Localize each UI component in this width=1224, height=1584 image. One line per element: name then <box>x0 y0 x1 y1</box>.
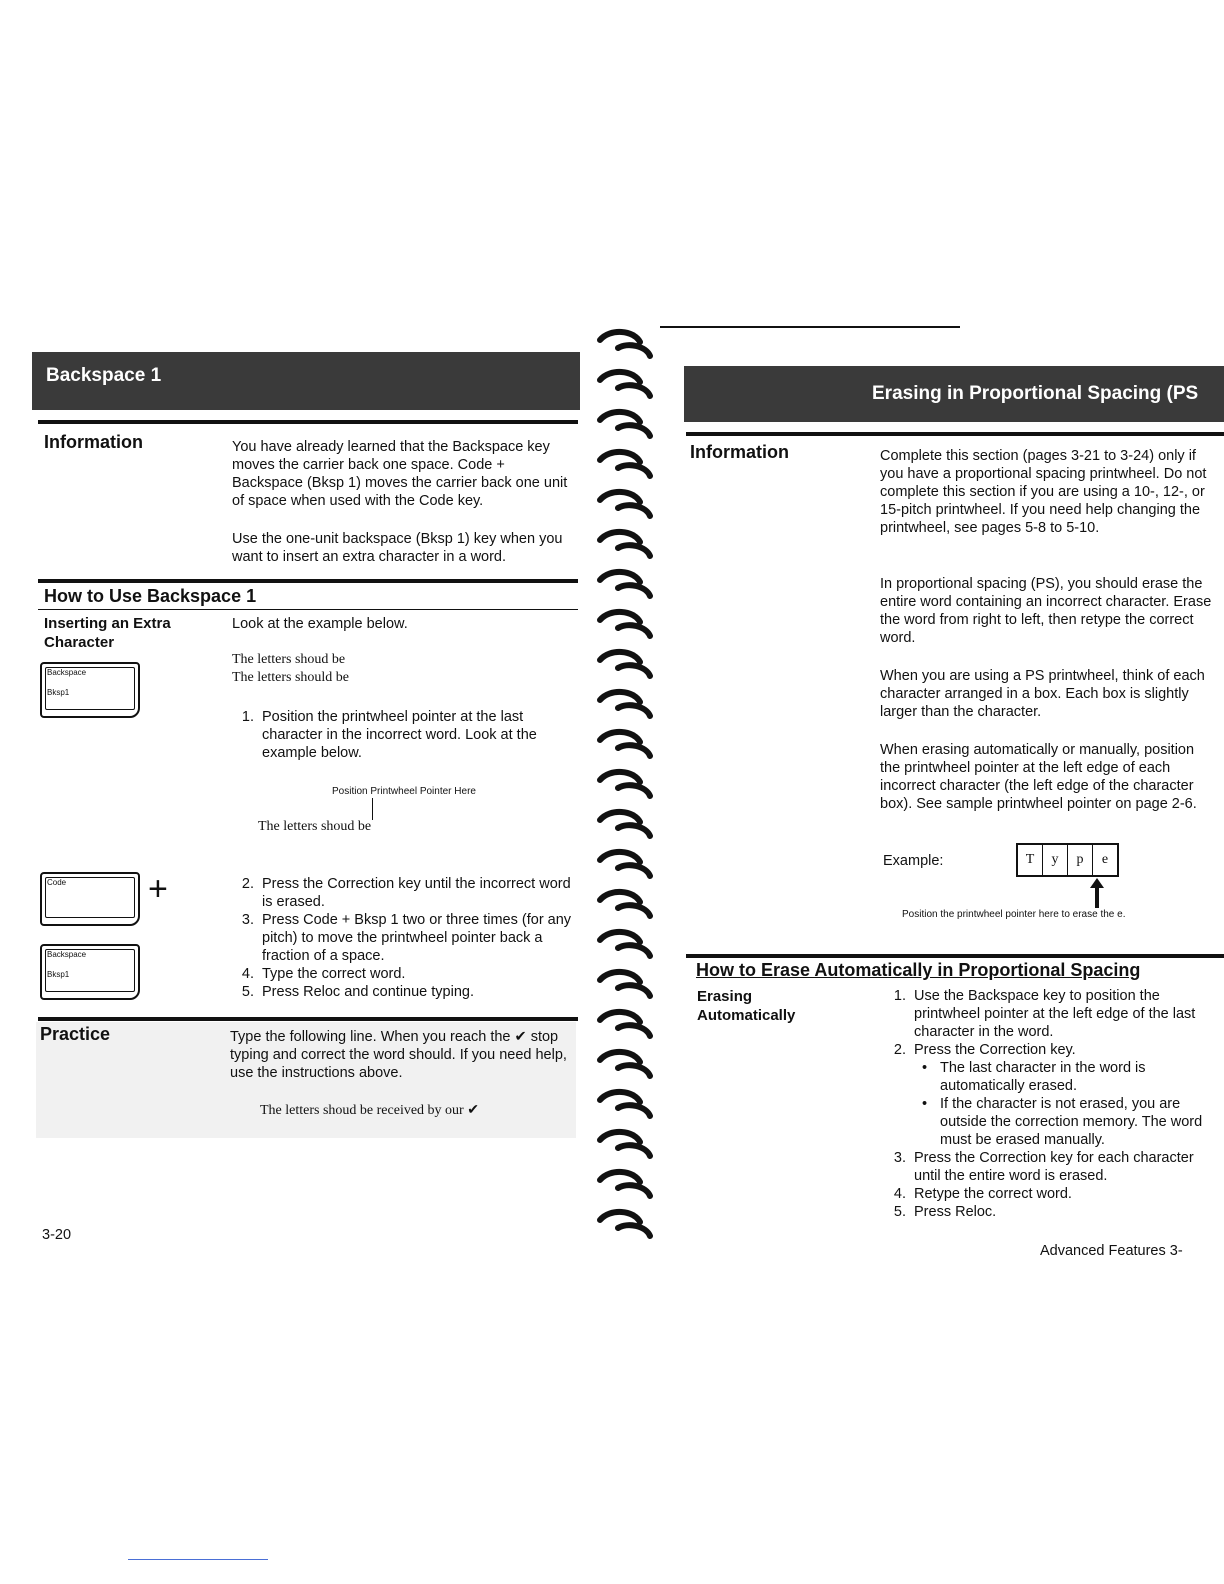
practice-line: The letters shoud be received by our ✔ <box>260 1103 479 1118</box>
left-section-underline <box>38 609 578 610</box>
backspace-key-2-top-label: Backspace <box>47 950 87 959</box>
example-letter-boxes <box>1016 843 1119 877</box>
left-section-heading: How to Use Backspace 1 <box>44 586 257 606</box>
practice-text: Type the following line. When you reach the ✔ stop typing and correct the word should. If you need help, use the instructions above. <box>230 1029 567 1081</box>
right-info-para-1: Complete this section (pages 3-21 to 3-24) only if you have a proportional spacing printwheel. Do not complete this section if you are using a 10-, 12-, or 15-pitch printwheel. If you need help changing the printwheel, see pages 5-8 to 5-10. <box>880 448 1207 536</box>
pointer-caption: Position Printwheel Pointer Here <box>332 786 476 797</box>
pointer-example: The letters shoud be <box>258 819 372 834</box>
right-info-para-3: When you are using a PS printwheel, think of each character arranged in a box. Each box is slightly larger than the character. <box>880 668 1205 720</box>
practice-heading: Practice <box>40 1024 111 1044</box>
example-caption: Position the printwheel pointer here to erase the e. <box>902 909 1126 920</box>
steps-list <box>232 875 572 1001</box>
pointer-arrow-icon <box>1090 878 1104 913</box>
backspace-key-icon-2 <box>40 944 140 1000</box>
erase-step-3: 3. Press the Correction key for each character until the entire word is erased. <box>910 1149 1214 1185</box>
step-2: 2. Press the Correction key until the incorrect word is erased. <box>258 875 572 911</box>
left-info-para-2: Use the one-unit backspace (Bksp 1) key when you want to insert an extra character in a word. <box>232 531 563 565</box>
look-text: Look at the example below. <box>232 616 408 632</box>
left-banner-title: Backspace 1 <box>46 365 162 386</box>
left-section-rule <box>38 579 578 583</box>
bottom-divider <box>128 1559 268 1560</box>
left-info-rule <box>38 420 578 424</box>
spiral-binding <box>588 324 672 1254</box>
erase-steps <box>884 987 1214 1221</box>
right-info-heading: Information <box>690 442 789 462</box>
left-banner <box>32 352 580 410</box>
right-info-para-2: In proportional spacing (PS), you should erase the entire word containing an incorrect character. Erase the word from right to left, then retype the correct word. <box>880 576 1212 646</box>
left-info-para-1: You have already learned that the Backspace key moves the carrier back one space. Code + Backspace (Bksp 1) moves the carrier back one unit of space when used with the Code key. <box>232 439 568 509</box>
right-info-rule <box>686 432 1224 436</box>
step-1-text: 1. Position the printwheel pointer at the last character in the incorrect word. Look at the example below. <box>258 708 572 762</box>
left-info-heading: Information <box>44 432 143 452</box>
erase-bullet-1: • The last character in the word is automatically erased. <box>936 1059 1214 1095</box>
backspace-key-top-label: Backspace <box>47 668 87 677</box>
erase-step-4: 4. Retype the correct word. <box>910 1185 1214 1203</box>
erase-step-2-text: Press the Correction key. <box>914 1042 1076 1058</box>
example-label: Example: <box>883 853 944 869</box>
left-page-number: 3-20 <box>42 1227 72 1243</box>
right-banner <box>684 366 1224 422</box>
backspace-key-bottom-label: Bksp1 <box>47 688 70 697</box>
spiral-binding-icon <box>588 324 672 1254</box>
code-key-label: Code <box>47 878 67 887</box>
right-banner-title: Erasing in Proportional Spacing (PS <box>872 383 1199 404</box>
erase-step-1: 1. Use the Backspace key to position the printwheel pointer at the left edge of the last character in the word. <box>910 987 1214 1041</box>
right-top-rule <box>660 326 960 328</box>
step-4: 4. Type the correct word. <box>258 965 572 983</box>
practice-rule <box>38 1017 578 1021</box>
letter-box-p: p <box>1068 845 1093 875</box>
right-section-heading: How to Erase Automatically in Proportional Spacing <box>696 960 1141 980</box>
letter-box-t: T <box>1018 845 1043 875</box>
example-line-2: The letters should be <box>232 670 350 685</box>
pointer-line <box>372 798 373 820</box>
code-key-icon <box>40 872 140 926</box>
erase-step-2 <box>910 1041 1214 1149</box>
right-section-rule <box>686 954 1224 958</box>
right-info-para-4: When erasing automatically or manually, position the printwheel pointer at the left edge of each incorrect character (the left edge of the character box). See sample printwheel pointer on page 2-6. <box>880 742 1197 812</box>
letter-box-y: y <box>1043 845 1068 875</box>
right-subsection-heading: Erasing Automatically <box>697 988 796 1024</box>
left-subsection-heading: Inserting an Extra Character <box>44 615 171 651</box>
example-line-1: The letters shoud be <box>232 652 346 667</box>
step-3: 3. Press Code + Bksp 1 two or three times (for any pitch) to move the printwheel pointer back a fraction of a space. <box>258 911 572 965</box>
step-1 <box>232 708 572 762</box>
right-page-footer: Advanced Features 3- <box>1040 1243 1183 1259</box>
plus-icon: + <box>148 870 168 908</box>
step-5: 5. Press Reloc and continue typing. <box>258 983 572 1001</box>
backspace-key-2-bottom-label: Bksp1 <box>47 970 70 979</box>
backspace-key-icon <box>40 662 140 718</box>
erase-step-5: 5. Press Reloc. <box>910 1203 1214 1221</box>
erase-bullet-2: • If the character is not erased, you are outside the correction memory. The word must be erased manually. <box>936 1095 1214 1149</box>
letter-box-e: e <box>1101 852 1109 867</box>
